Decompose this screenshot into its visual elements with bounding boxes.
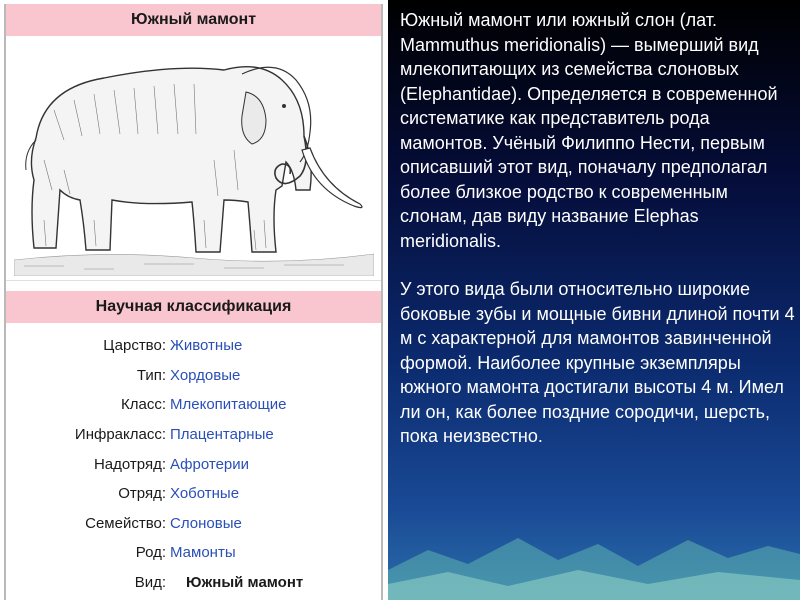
article-body xyxy=(400,8,796,449)
taxo-label: Отряд: xyxy=(118,485,166,503)
classification-header: Научная классификация xyxy=(6,291,381,323)
taxo-row-kingdom xyxy=(6,331,381,361)
taxo-label: Тип: xyxy=(136,366,166,384)
taxo-link-family[interactable]: Слоновые xyxy=(170,514,242,532)
taxobox-title: Южный мамонт xyxy=(6,4,381,36)
taxo-label: Род: xyxy=(135,544,166,562)
taxo-label: Инфракласс: xyxy=(74,426,166,444)
article-text-panel xyxy=(388,0,800,600)
taxo-link-phylum[interactable]: Хордовые xyxy=(170,366,241,384)
taxo-link-kingdom[interactable]: Животные xyxy=(170,337,243,355)
taxo-row-order xyxy=(6,479,381,509)
taxo-row-phylum xyxy=(6,361,381,391)
taxo-row-superorder xyxy=(6,449,381,479)
mammoth-drawing xyxy=(14,40,374,276)
taxo-row-class xyxy=(6,390,381,420)
taxo-row-infraclass xyxy=(6,420,381,450)
taxo-link-superorder[interactable]: Афротерии xyxy=(170,455,250,473)
taxo-label: Царство: xyxy=(103,337,166,355)
taxo-value-species: Южный мамонт xyxy=(186,574,304,592)
taxo-link-order[interactable]: Хоботные xyxy=(170,485,240,503)
taxobox-panel xyxy=(0,0,388,600)
taxo-label: Семейство: xyxy=(85,514,166,532)
classification-table xyxy=(6,331,381,597)
taxo-label: Класс: xyxy=(121,396,166,414)
taxo-row-genus xyxy=(6,538,381,568)
taxo-link-infraclass[interactable]: Плацентарные xyxy=(170,426,274,444)
taxobox xyxy=(4,4,383,600)
taxo-row-family xyxy=(6,509,381,539)
taxo-row-species xyxy=(6,568,381,598)
mammoth-illustration xyxy=(6,36,381,281)
taxo-link-class[interactable]: Млекопитающие xyxy=(170,396,287,414)
article-paragraph-2: У этого вида были относительно широкие боковые зубы и мощные бивни длиной почти 4 м с характерной для мамонтов завинченной формой. Наиболее крупные экземпляры южного мамонта достигали высоты 4 м. Имел ли он, как более поздние сородичи, шерсть, пока неизвестно. xyxy=(400,279,795,446)
article-paragraph-1: Южный мамонт или южный слон (лат. Mammuthus meridionalis) — вымерший вид млекопитающих из семейства слоновых (Elephantidae). Определяется в современной систематике как представитель рода мамонтов. Учёный Филиппо Нести, первым описавший этот вид, поначалу предполагал более близкое родство к современным слонам, дав виду название Elephas meridionalis. xyxy=(400,10,778,251)
mountain-backdrop xyxy=(388,480,800,600)
taxo-label: Надотряд: xyxy=(93,455,166,473)
taxo-link-genus[interactable]: Мамонты xyxy=(170,544,236,562)
taxo-label: Вид: xyxy=(134,574,166,592)
